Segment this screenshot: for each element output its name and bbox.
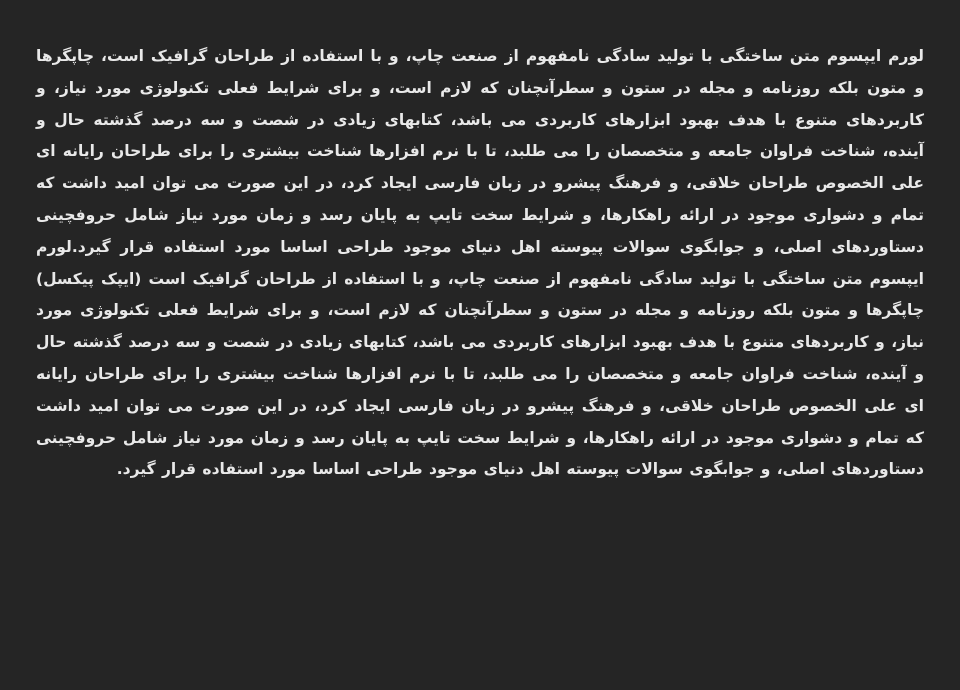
- lorem-ipsum-paragraph: لورم ایپسوم متن ساختگی با تولید سادگی نامفهوم از صنعت چاپ، و با استفاده از طراحان گرافیک است، چاپگرها و متون بلکه روزنامه و مجله در ستون و سطرآنچنان که لازم است، و برای شرایط فعلی تکنولوژی مورد نیاز، و کاربردهای متنوع با هدف بهبود ابزارهای کاربردی می باشد، کتابهای زیادی در شصت و سه درصد گذشته حال و آینده، شناخت فراوان جامعه و متخصصان را می طلبد، تا با نرم افزارها شناخت بیشتری را برای طراحان رایانه ای علی الخصوص طراحان خلاقی، و فرهنگ پیشرو در زبان فارسی ایجاد کرد، در این صورت می توان امید داشت که تمام و دشواری موجود در ارائه راهکارها، و شرایط سخت تایپ به پایان رسد و زمان مورد نیاز شامل حروفچینی دستاوردهای اصلی، و جوابگوی سوالات پیوسته اهل دنیای موجود طراحی اساسا مورد استفاده قرار گیرد.لورم ایپسوم متن ساختگی با تولید سادگی نامفهوم از صنعت چاپ، و با استفاده از طراحان گرافیک است (ایپک پیکسل) چاپگرها و متون بلکه روزنامه و مجله در ستون و سطرآنچنان که لازم است، و برای شرایط فعلی تکنولوژی مورد نیاز، و کاربردهای متنوع با هدف بهبود ابزارهای کاربردی می باشد، کتابهای زیادی در شصت و سه درصد گذشته حال و آینده، شناخت فراوان جامعه و متخصصان را می طلبد، تا با نرم افزارها شناخت بیشتری را برای طراحان رایانه ای علی الخصوص طراحان خلاقی، و فرهنگ پیشرو در زبان فارسی ایجاد کرد، در این صورت می توان امید داشت که تمام و دشواری موجود در ارائه راهکارها، و شرایط سخت تایپ به پایان رسد و زمان مورد نیاز شامل حروفچینی دستاوردهای اصلی، و جوابگوی سوالات پیوسته اهل دنیای موجود طراحی اساسا مورد استفاده قرار گیرد.: [36, 47, 924, 479]
